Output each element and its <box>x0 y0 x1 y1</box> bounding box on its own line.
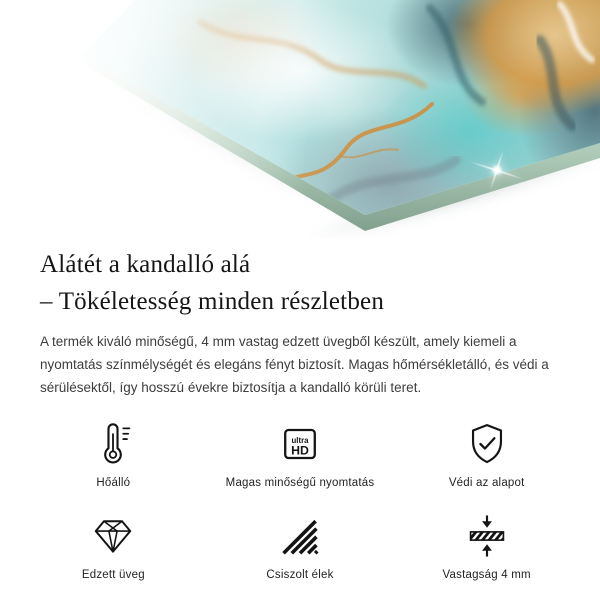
feature-label: Csiszolt élek <box>266 569 334 581</box>
product-description: A termék kiváló minőségű, 4 mm vastag edzett üvegből készült, amely kiemeli a nyomtatás színmélységét és elegáns fényt biztosít. Magas hőmérsékletálló, és védi a sérülésektől, így hosszú évekre biztosítja a kandalló körüli teret. <box>40 334 549 395</box>
feature-heat-resistant <box>20 421 207 489</box>
product-photo <box>0 0 600 238</box>
ultra-hd-icon-text-top: ultra <box>291 436 309 446</box>
feature-tempered-glass <box>20 513 207 581</box>
shield-check-icon <box>464 421 510 467</box>
feature-print-quality <box>207 421 394 489</box>
ultra-hd-icon <box>277 421 323 467</box>
feature-polished-edges <box>207 513 394 581</box>
page-title-line2: – Tökéletesség minden részletben <box>40 288 385 315</box>
feature-label: Hőálló <box>96 477 131 489</box>
ultra-hd-icon-text-bottom: HD <box>291 443 309 458</box>
diamond-icon <box>90 513 136 559</box>
page-title-line1: Alátét a kandalló alá <box>40 251 251 278</box>
page-title <box>40 246 560 320</box>
feature-label: Magas minőségű nyomtatás <box>225 477 375 489</box>
thickness-icon <box>464 513 510 559</box>
features-grid <box>0 421 600 581</box>
feature-label: Vastagság 4 mm <box>442 569 531 581</box>
feature-protects-base <box>393 421 580 489</box>
polished-edges-icon <box>277 513 323 559</box>
thermometer-icon <box>90 421 136 467</box>
product-copy <box>0 246 600 399</box>
white-fade-overlay <box>0 0 600 238</box>
feature-label: Edzett üveg <box>81 569 145 581</box>
feature-thickness <box>393 513 580 581</box>
feature-label: Védi az alapot <box>448 477 525 489</box>
